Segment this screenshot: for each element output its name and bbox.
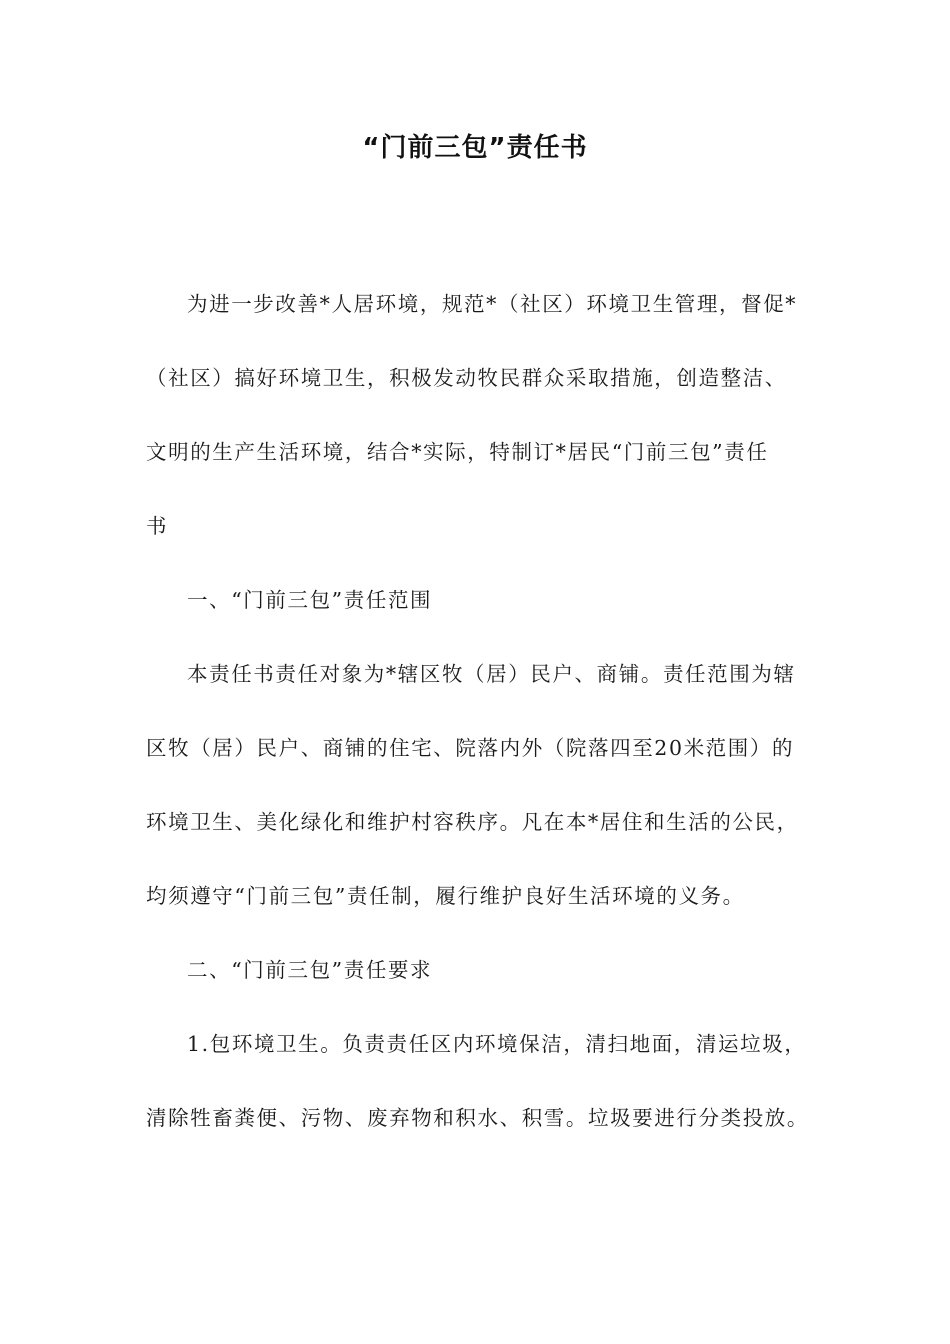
document-title: “门前三包”责任书 <box>362 133 588 163</box>
text-line: 本责任书责任对象为*辖区牧（居）民户、商铺。责任范围为辖 <box>187 662 796 686</box>
text-line: （社区）搞好环境卫生，积极发动牧民群众采取措施，创造整洁、 <box>146 366 787 390</box>
paragraph-scope <box>146 648 810 922</box>
text-line: 清除牲畜粪便、污物、废弃物和积水、积雪。垃圾要进行分类投放。 <box>146 1106 809 1130</box>
section-heading-requirements <box>146 944 810 996</box>
text-line: 文明的生产生活环境，结合*实际，特制订*居民“门前三包”责任 <box>146 440 769 464</box>
paragraph-intro <box>146 278 810 552</box>
section-heading-scope <box>146 574 810 626</box>
text-line: 1.包环境卫生。负责责任区内环境保洁，清扫地面，清运垃圾， <box>187 1032 807 1056</box>
text-line: 区牧（居）民户、商铺的住宅、院落内外（院落四至20米范围）的 <box>146 736 795 760</box>
text-line: 二、“门前三包”责任要求 <box>187 958 433 982</box>
document-body <box>146 278 810 1166</box>
text-line: 一、“门前三包”责任范围 <box>187 588 433 612</box>
text-line: 为进一步改善*人居环境，规范*（社区）环境卫生管理，督促* <box>187 292 798 316</box>
paragraph-requirement-1 <box>146 1018 810 1144</box>
text-line: 均须遵守“门前三包”责任制，履行维护良好生活环境的义务。 <box>146 884 745 908</box>
text-line: 环境卫生、美化绿化和维护村容秩序。凡在本*居住和生活的公民， <box>146 810 799 834</box>
text-line: 书 <box>146 514 169 538</box>
